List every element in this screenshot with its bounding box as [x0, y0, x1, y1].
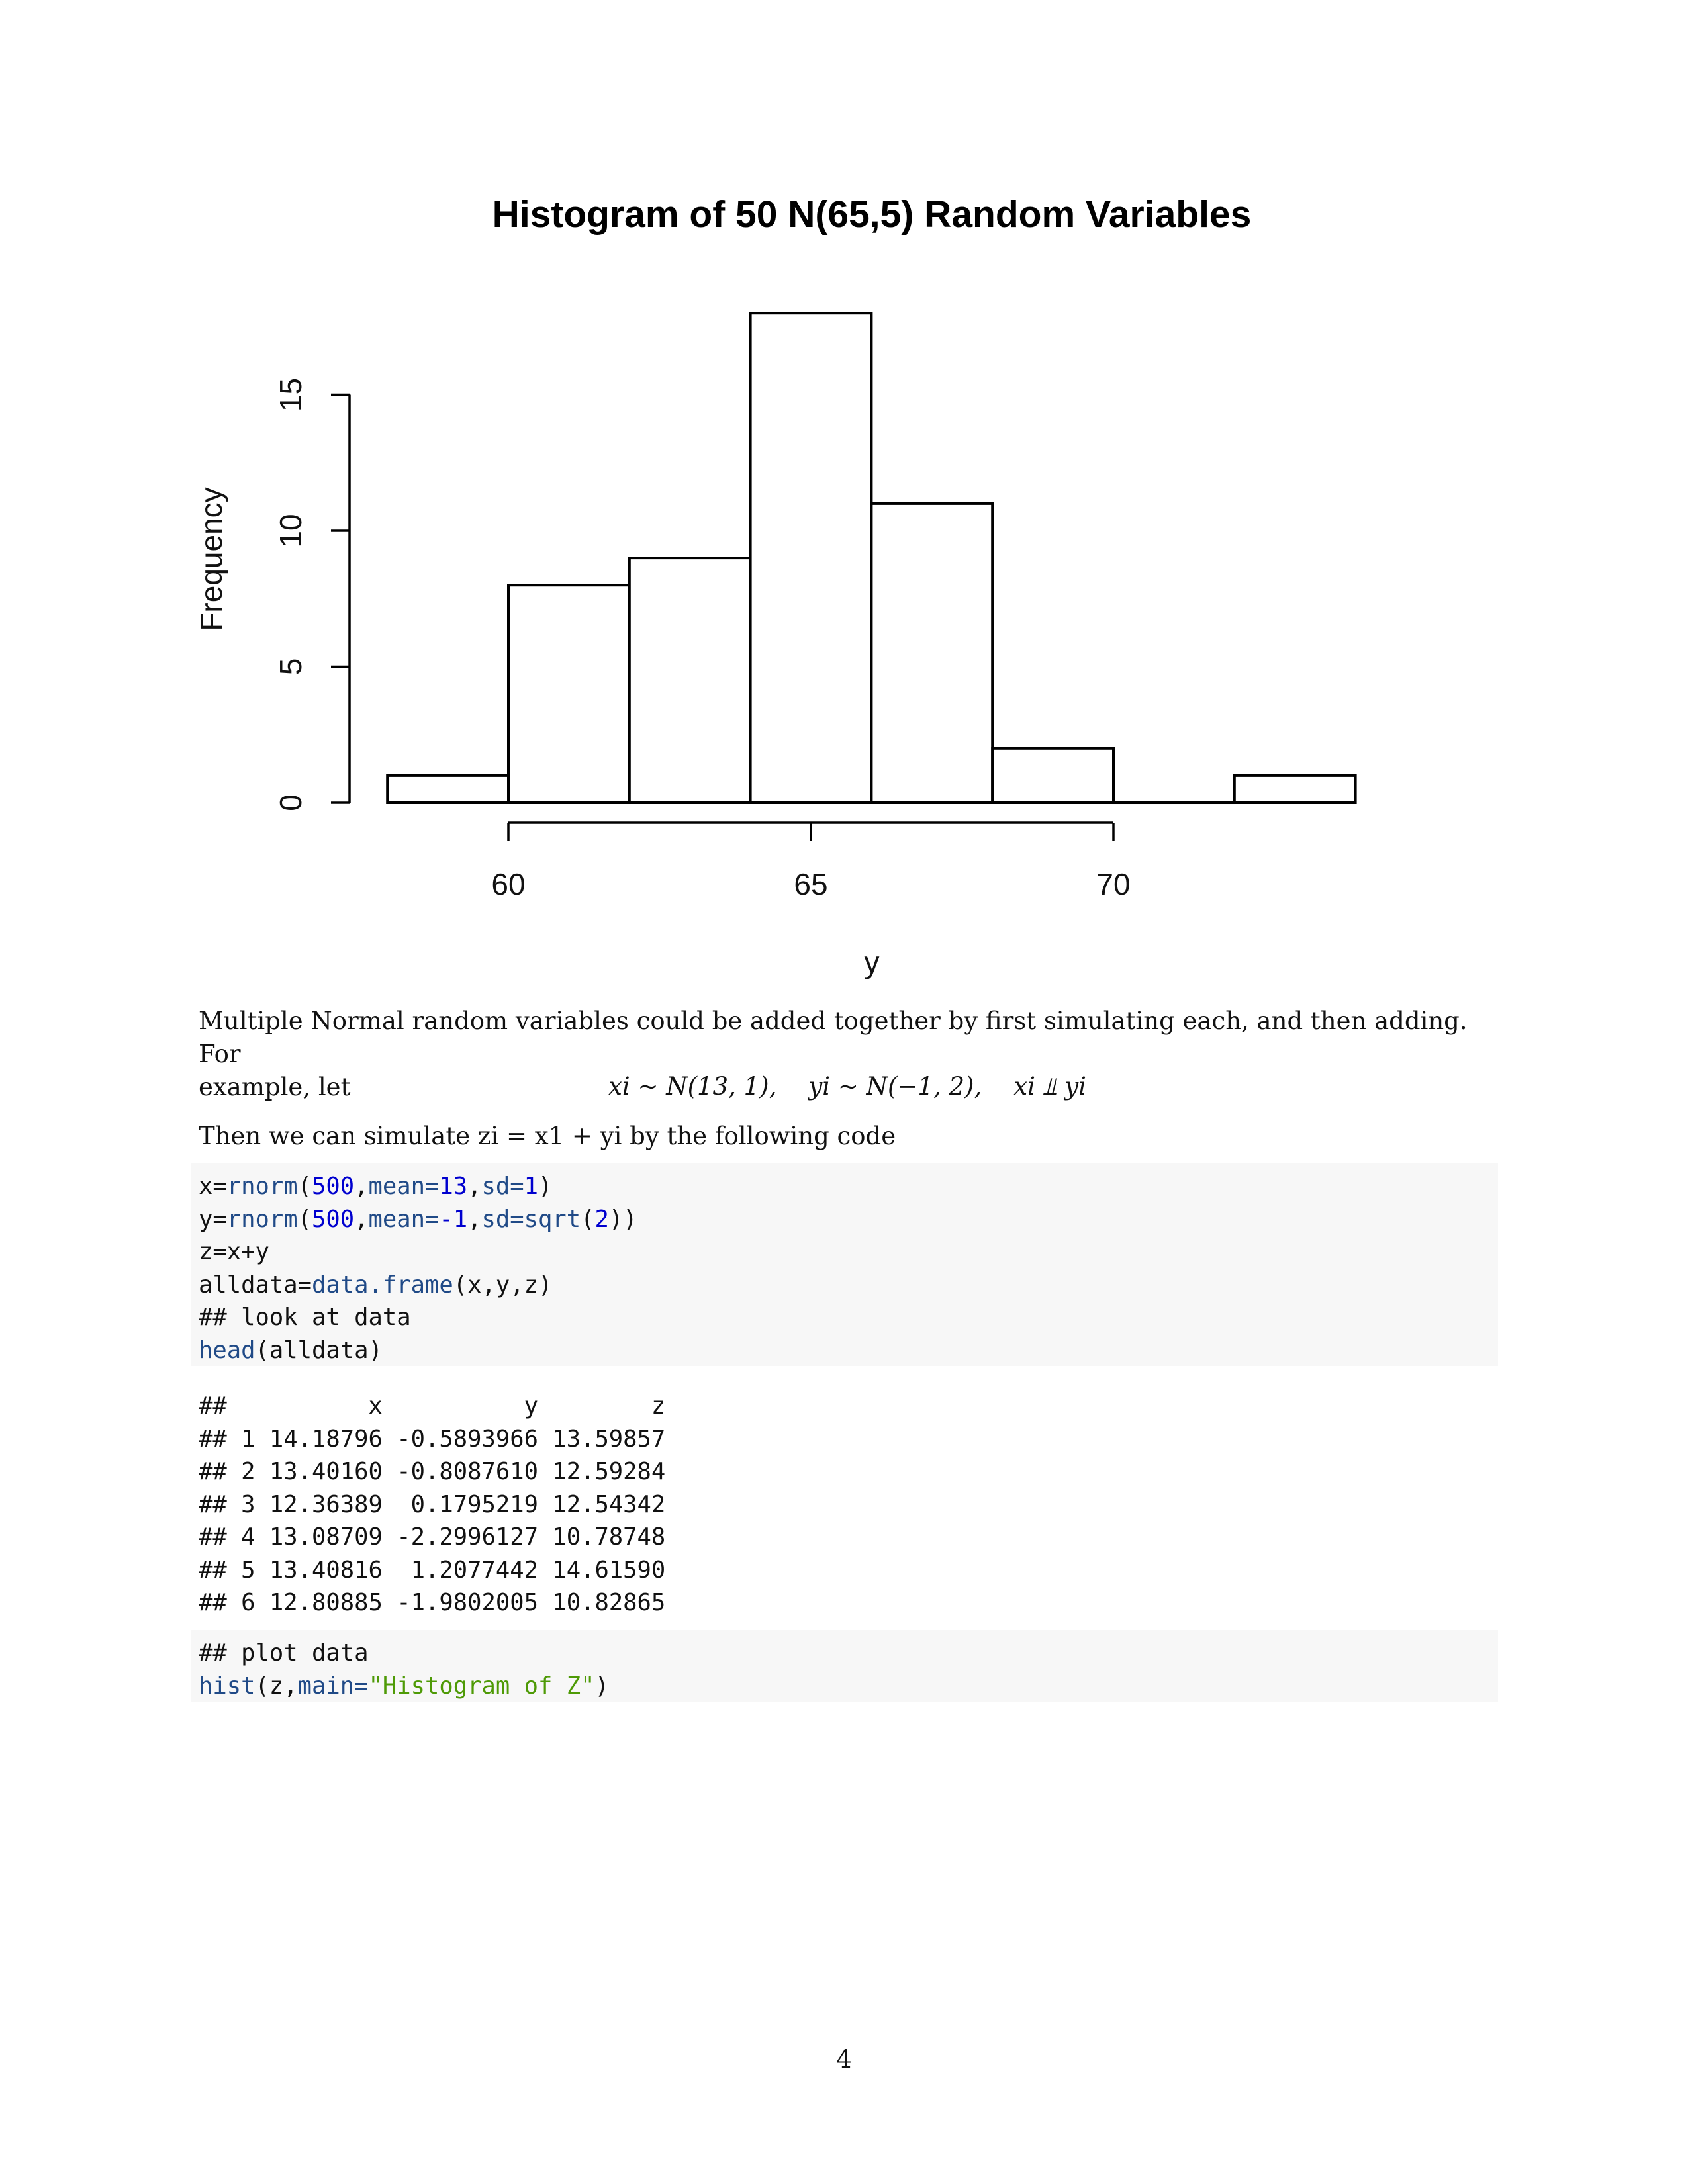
code-token: ( [297, 1205, 312, 1233]
code-token: head [199, 1336, 256, 1364]
output-line: ## 4 13.08709 -2.2996127 10.78748 [199, 1524, 666, 1551]
code-token: -1 [439, 1205, 468, 1233]
output-line: ## x y z [199, 1392, 666, 1420]
code-token: sd= [481, 1205, 524, 1233]
page-number: 4 [836, 2045, 852, 2073]
output-line: ## 2 13.40160 -0.8087610 12.59284 [199, 1458, 666, 1485]
y-tick-label: 15 [273, 377, 308, 412]
code-token: mean= [368, 1205, 440, 1233]
code-token: sqrt [524, 1205, 581, 1233]
code-token: (alldata) [255, 1336, 383, 1364]
eq-y-distribution: yi ∼ N(−1, 2), [808, 1072, 982, 1101]
histogram-bar [751, 313, 872, 803]
x-axis-label: y [864, 945, 880, 979]
y-axis [273, 378, 350, 811]
histogram-bars [387, 313, 1355, 803]
code-token: ## plot data [199, 1639, 369, 1666]
code-line [199, 1271, 552, 1298]
code-line [199, 1672, 609, 1700]
code-token: main= [297, 1672, 369, 1700]
code-token: 1 [524, 1173, 538, 1200]
histogram-chart [0, 0, 1688, 1006]
y-tick-label: 0 [273, 794, 308, 811]
code-token: 2 [594, 1205, 609, 1233]
code-token: mean= [368, 1173, 440, 1200]
code-token: 500 [312, 1205, 355, 1233]
code-token: ( [297, 1173, 312, 1200]
output-line: ## 6 12.80885 -1.9802005 10.82865 [199, 1589, 666, 1616]
code-token: y= [199, 1205, 227, 1233]
code-token: 13 [439, 1173, 468, 1200]
paragraph-simulate: Then we can simulate zi = x1 + yi by the following code [199, 1122, 896, 1150]
histogram-bar [992, 749, 1113, 803]
code-token: , [354, 1205, 369, 1233]
code-token: (x,y,z) [453, 1271, 553, 1298]
code-line [199, 1238, 269, 1265]
code-token: ) [538, 1173, 553, 1200]
y-tick-label: 5 [273, 658, 308, 676]
histogram-bar [1235, 776, 1356, 803]
code-token: x= [199, 1173, 227, 1200]
histogram-bar [630, 558, 751, 803]
code-token: )) [608, 1205, 637, 1233]
y-axis-label: Frequency [194, 487, 228, 631]
code-token: 500 [312, 1173, 355, 1200]
x-tick-label: 60 [491, 867, 526, 901]
output-line: ## 5 13.40816 1.2077442 14.61590 [199, 1556, 666, 1584]
histogram-bar [508, 585, 630, 803]
output-line: ## 3 12.36389 0.1795219 12.54342 [199, 1490, 666, 1518]
x-tick-label: 70 [1096, 867, 1131, 901]
code-token: z=x+y [199, 1238, 269, 1265]
code-token: rnorm [226, 1173, 298, 1200]
code-block-plot [191, 1630, 1498, 1702]
paragraph-intro-line2: example, let [199, 1073, 351, 1101]
code-token: , [467, 1173, 482, 1200]
code-token: alldata= [199, 1271, 312, 1298]
code-token: , [467, 1205, 482, 1233]
y-tick-label: 10 [273, 514, 308, 548]
code-token: ) [594, 1672, 609, 1700]
code-token: "Histogram of Z" [368, 1672, 595, 1700]
x-tick-label: 65 [794, 867, 828, 901]
code-output-head [199, 1390, 665, 1619]
code-line [199, 1337, 383, 1364]
chart-title: Histogram of 50 N(65,5) Random Variables [492, 193, 1252, 236]
paragraph-intro-line1: Multiple Normal random variables could be added together by first simulating each, and then adding. For [199, 1007, 1468, 1068]
code-token: hist [199, 1672, 256, 1700]
code-line [199, 1206, 637, 1233]
code-token: (z, [255, 1672, 298, 1700]
code-token: , [354, 1173, 369, 1200]
distribution-equation [199, 1072, 1496, 1101]
code-token: ## look at data [199, 1304, 411, 1331]
x-axis [491, 823, 1130, 901]
code-line [199, 1173, 552, 1200]
eq-independence: xi ⫫ yi [1013, 1072, 1086, 1101]
code-line [199, 1304, 411, 1331]
code-token: ( [581, 1205, 595, 1233]
histogram-bar [871, 504, 992, 803]
eq-x-distribution: xi ∼ N(13, 1), [608, 1072, 777, 1101]
code-token: data.frame [311, 1271, 453, 1298]
code-token: sd= [481, 1173, 524, 1200]
code-line [199, 1639, 368, 1666]
output-line: ## 1 14.18796 -0.5893966 13.59857 [199, 1425, 666, 1453]
code-token: rnorm [226, 1205, 298, 1233]
code-block-simulate [191, 1163, 1498, 1366]
histogram-bar [387, 776, 508, 803]
